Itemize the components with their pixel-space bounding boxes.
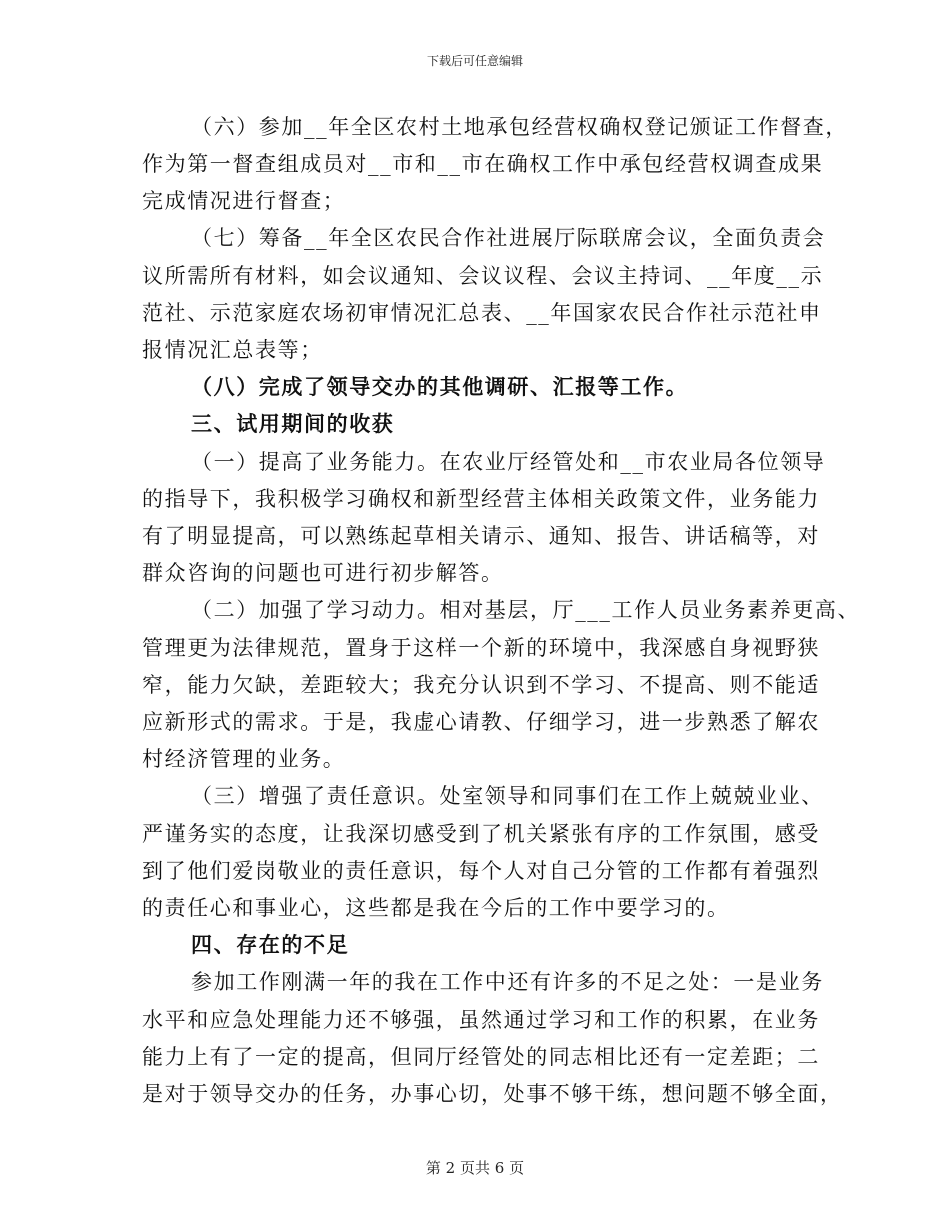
- paragraph-line: （三）增强了责任意识。处室领导和同事们在工作上兢兢业业、: [191, 784, 824, 808]
- paragraph-line: 参加工作刚满一年的我在工作中还有许多的不足之处：一是业务: [191, 970, 824, 994]
- section-heading: 三、试用期间的收获: [191, 411, 395, 436]
- section-heading: 四、存在的不足: [191, 932, 350, 957]
- paragraph-line: 群众咨询的问题也可进行初步解答。: [142, 561, 504, 585]
- paragraph-line: 的指导下，我积极学习确权和新型经营主体相关政策文件，业务能力: [142, 487, 820, 511]
- bold-paragraph-line: （八）完成了领导交办的其他调研、汇报等工作。: [191, 374, 689, 399]
- page-header: 下载后可任意编辑: [426, 54, 523, 68]
- paragraph-line: 水平和应急处理能力还不够强，虽然通过学习和工作的积累，在业务: [142, 1008, 820, 1032]
- paragraph-line: 能力上有了一定的提高，但同厅经管处的同志相比还有一定差距；二: [142, 1045, 820, 1069]
- paragraph-line: 议所需所有材料，如会议通知、会议议程、会议主持词、__年度__示: [142, 264, 824, 288]
- paragraph-line: 严谨务实的态度，让我深切感受到了机关紧张有序的工作氛围，感受: [142, 822, 820, 846]
- paragraph-line: （七）筹备__年全区农民合作社进展厅际联席会议，全面负责会: [191, 226, 826, 250]
- paragraph-line: 完成情况进行督查；: [142, 189, 346, 213]
- paragraph-line: 的责任心和事业心，这些都是我在今后的工作中要学习的。: [142, 896, 730, 920]
- paragraph-line: 窄，能力欠缺，差距较大；我充分认识到不学习、不提高、则不能适: [142, 673, 820, 697]
- paragraph-line: （二）加强了学习动力。相对基层，厅___工作人员业务素养更高、: [191, 598, 861, 622]
- paragraph-line: 范社、示范家庭农场初审情况汇总表、__年国家农民合作社示范社申: [142, 301, 822, 325]
- paragraph-line: 有了明显提高，可以熟练起草相关请示、通知、报告、讲话稿等，对: [142, 524, 820, 548]
- paragraph-line: 应新形式的需求。于是，我虚心请教、仔细学习，进一步熟悉了解农: [142, 710, 820, 734]
- paragraph-line: 村经济管理的业务。: [142, 747, 346, 771]
- page-number: 第 2 页共 6 页: [425, 1159, 525, 1177]
- paragraph-line: 管理更为法律规范，置身于这样一个新的环境中，我深感自身视野狭: [142, 636, 820, 660]
- paragraph-line: 报情况汇总表等；: [142, 338, 323, 362]
- paragraph-line: 作为第一督查组成员对__市和__市在确权工作中承包经营权调查成果: [142, 152, 824, 176]
- paragraph-line: 到了他们爱岗敬业的责任意识，每个人对自己分管的工作都有着强烈: [142, 859, 820, 883]
- paragraph-line: （六）参加__年全区农村土地承包经营权确权登记颁证工作督查，: [191, 115, 848, 139]
- paragraph-line: （一）提高了业务能力。在农业厅经管处和__市农业局各位领导: [191, 450, 826, 474]
- paragraph-line: 是对于领导交办的任务，办事心切，处事不够干练，想问题不够全面，: [142, 1082, 843, 1106]
